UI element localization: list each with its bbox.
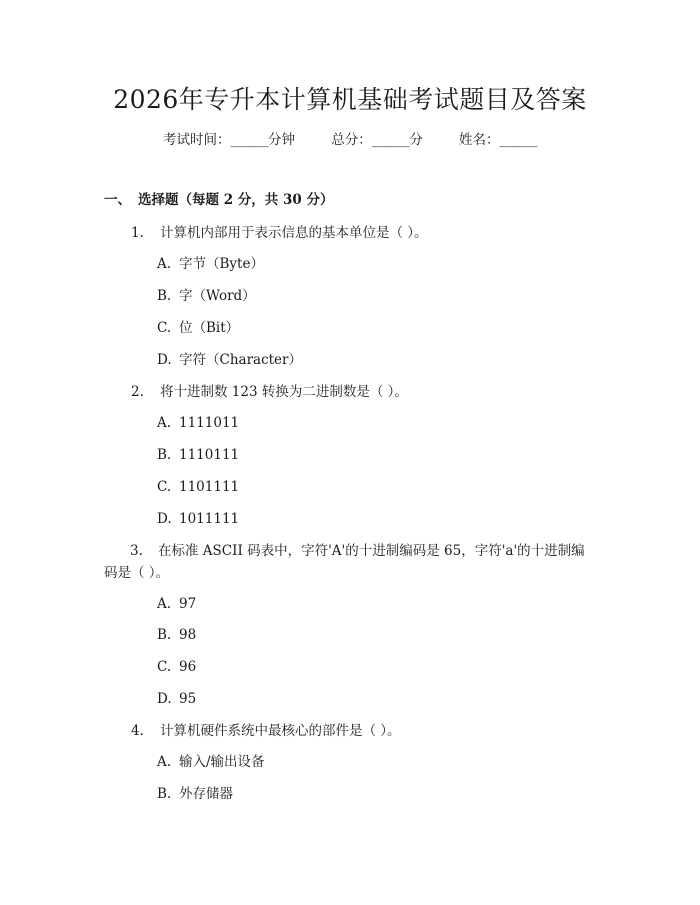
- total-score-label: 总分：: [331, 132, 372, 148]
- option-text: 96: [179, 659, 197, 675]
- question-text: 在标准 ASCII 码表中，字符'A'的十进制编码是 65，字符'a'的十进制编码是（ ）。: [104, 543, 585, 581]
- question-number: 4.: [131, 723, 144, 739]
- q2-option-d: [157, 508, 239, 530]
- question-number: 3.: [130, 543, 143, 559]
- q4-option-a: [157, 751, 265, 773]
- option-text: 98: [179, 627, 197, 643]
- q1-option-c: [157, 317, 239, 339]
- option-text: 外存储器: [179, 786, 233, 802]
- question-number: 1.: [131, 225, 144, 241]
- total-score-blank: ______: [371, 132, 410, 148]
- q3-option-d: [157, 688, 196, 710]
- total-score-unit: 分: [409, 132, 423, 148]
- option-letter: B.: [157, 447, 172, 463]
- option-letter: D.: [157, 352, 172, 368]
- exam-info-line: [0, 129, 700, 151]
- total-score-field: [331, 132, 423, 148]
- option-text: 输入/输出设备: [179, 754, 265, 770]
- option-letter: A.: [157, 256, 172, 272]
- q1-option-d: [157, 349, 302, 371]
- student-name-blank: ______: [499, 132, 538, 148]
- q2-option-a: [157, 412, 239, 434]
- q2-option-b: [157, 444, 239, 466]
- student-name-label: 姓名：: [459, 132, 500, 148]
- option-text: 97: [179, 596, 197, 612]
- q1-option-b: [157, 285, 256, 307]
- page-title: 2026年专升本计算机基础考试题目及答案: [113, 85, 587, 114]
- option-letter: C.: [157, 479, 172, 495]
- q3-option-b: [157, 624, 196, 646]
- option-text: 1110111: [179, 447, 240, 463]
- q3-option-a: [157, 593, 196, 615]
- exam-time-label: 考试时间：: [162, 132, 231, 148]
- q2-option-c: [157, 476, 239, 498]
- question-number: 2.: [131, 384, 144, 400]
- question-4: [131, 720, 401, 742]
- option-letter: C.: [157, 659, 172, 675]
- option-text: 字（Word）: [179, 288, 256, 304]
- option-letter: B.: [157, 627, 172, 643]
- exam-time-unit: 分钟: [267, 132, 295, 148]
- option-letter: B.: [157, 786, 172, 802]
- section-title: 选择题（每题 2 分，共 30 分）: [138, 192, 334, 208]
- question-3: [104, 540, 598, 584]
- option-text: 字节（Byte）: [179, 256, 264, 272]
- option-letter: D.: [157, 691, 172, 707]
- option-text: 字符（Character）: [179, 352, 303, 368]
- option-letter: B.: [157, 288, 172, 304]
- q3-option-c: [157, 656, 196, 678]
- section-heading: [104, 189, 333, 211]
- exam-time-blank: ______: [230, 132, 268, 148]
- option-text: 95: [179, 691, 197, 707]
- option-text: 1011111: [179, 511, 240, 527]
- q4-option-b: [157, 783, 233, 805]
- question-text: 计算机硬件系统中最核心的部件是（ ）。: [160, 723, 401, 739]
- option-text: 1111011: [179, 415, 240, 431]
- question-text: 将十进制数 123 转换为二进制数是（ ）。: [160, 384, 408, 400]
- question-2: [131, 381, 408, 403]
- option-letter: A.: [157, 415, 172, 431]
- option-letter: A.: [157, 754, 172, 770]
- student-name-field: [459, 132, 537, 148]
- option-text: 位（Bit）: [179, 320, 240, 336]
- question-text: 计算机内部用于表示信息的基本单位是（ ）。: [160, 225, 428, 241]
- question-1: [131, 222, 428, 244]
- option-letter: D.: [157, 511, 172, 527]
- option-letter: C.: [157, 320, 172, 336]
- exam-time-field: [163, 132, 295, 148]
- q1-option-a: [157, 253, 264, 275]
- option-text: 1101111: [179, 479, 240, 495]
- option-letter: A.: [157, 596, 172, 612]
- section-number: 一、: [104, 192, 131, 208]
